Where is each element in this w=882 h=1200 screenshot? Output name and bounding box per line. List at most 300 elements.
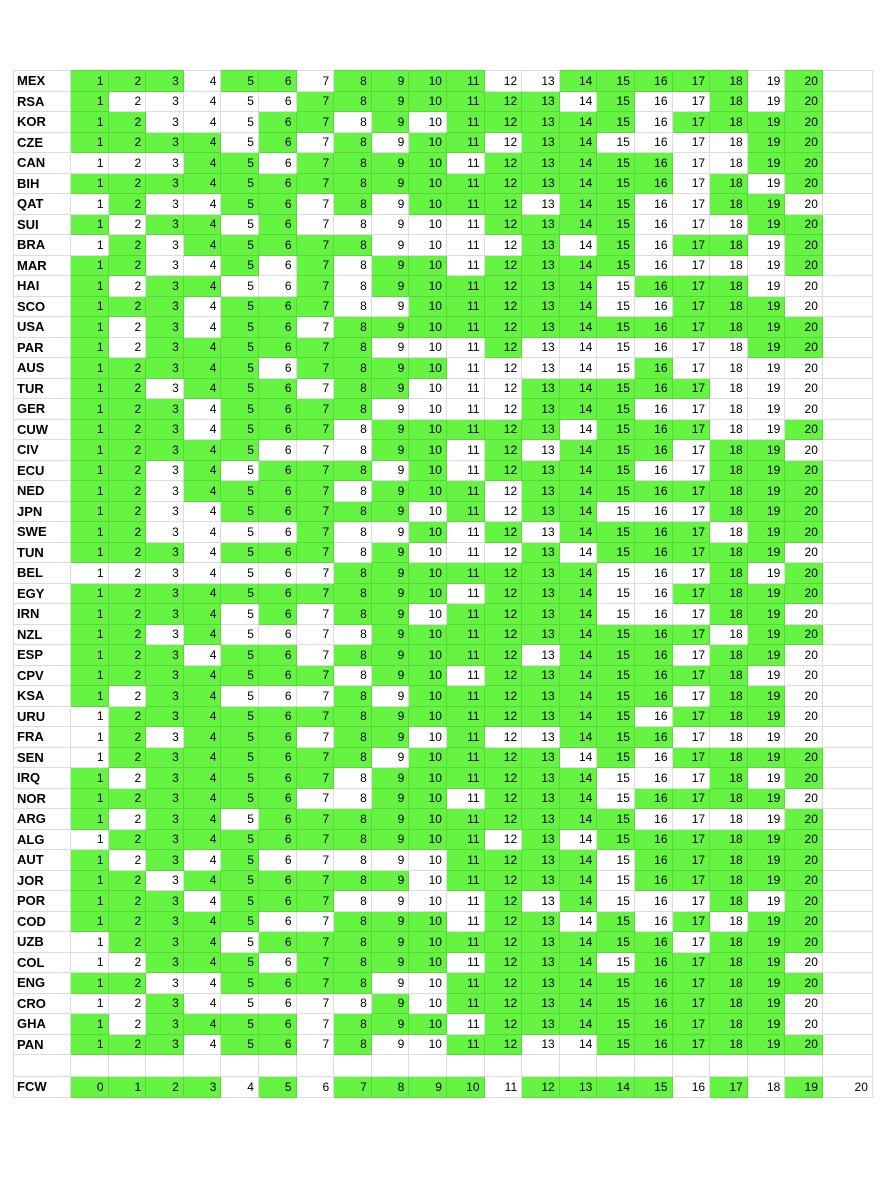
- number-cell: 20: [785, 358, 823, 379]
- number-cell: 8: [334, 665, 372, 686]
- number-cell: 3: [146, 583, 184, 604]
- number-cell: 5: [221, 870, 259, 891]
- number-cell: 14: [559, 706, 597, 727]
- number-cell: 4: [183, 440, 221, 461]
- number-cell: 3: [146, 870, 184, 891]
- number-cell: 18: [710, 235, 748, 256]
- number-cell: 11: [446, 214, 484, 235]
- team-code: PAR: [14, 337, 71, 358]
- number-cell: 19: [747, 624, 785, 645]
- number-cell: 5: [221, 768, 259, 789]
- number-cell: 13: [522, 419, 560, 440]
- number-cell: 3: [146, 829, 184, 850]
- number-cell: 3: [146, 542, 184, 563]
- number-cell: 16: [634, 276, 672, 297]
- team-code: CAN: [14, 153, 71, 174]
- team-row-qat: [14, 194, 873, 215]
- number-cell: 6: [258, 460, 296, 481]
- number-cell: 12: [484, 850, 522, 871]
- number-cell: 12: [484, 911, 522, 932]
- number-cell: 6: [258, 399, 296, 420]
- number-cell: 15: [597, 686, 635, 707]
- empty-cell: [822, 399, 872, 420]
- number-cell: 7: [296, 686, 334, 707]
- number-cell: 4: [183, 952, 221, 973]
- number-cell: 9: [371, 768, 409, 789]
- number-cell: 8: [334, 378, 372, 399]
- number-cell: 3: [146, 214, 184, 235]
- number-cell: 20: [785, 850, 823, 871]
- number-cell: 3: [146, 686, 184, 707]
- number-cell: 2: [108, 255, 146, 276]
- number-cell: 4: [183, 809, 221, 830]
- number-cell: 5: [221, 276, 259, 297]
- number-cell: 2: [108, 993, 146, 1014]
- number-cell: 2: [108, 112, 146, 133]
- number-cell: 10: [409, 891, 447, 912]
- number-cell: 1: [71, 173, 109, 194]
- team-row-nor: [14, 788, 873, 809]
- number-cell: 20: [785, 440, 823, 461]
- number-cell: 13: [522, 747, 560, 768]
- number-cell: 10: [409, 235, 447, 256]
- number-cell: 4: [183, 255, 221, 276]
- number-cell: 8: [334, 870, 372, 891]
- number-cell: 14: [559, 112, 597, 133]
- number-cell: 4: [183, 173, 221, 194]
- number-cell: 11: [446, 235, 484, 256]
- number-cell: 14: [559, 522, 597, 543]
- number-cell: 4: [183, 706, 221, 727]
- number-cell: 9: [371, 440, 409, 461]
- team-row-gha: [14, 1014, 873, 1035]
- number-cell: 7: [296, 132, 334, 153]
- number-cell: 4: [183, 747, 221, 768]
- number-cell: 4: [183, 358, 221, 379]
- number-cell: 7: [296, 399, 334, 420]
- number-cell: 20: [785, 665, 823, 686]
- number-cell: 6: [258, 706, 296, 727]
- number-cell: 18: [710, 563, 748, 584]
- number-cell: 17: [672, 481, 710, 502]
- number-cell: 11: [446, 132, 484, 153]
- number-cell: 3: [146, 768, 184, 789]
- number-cell: 4: [183, 891, 221, 912]
- number-cell: 20: [785, 481, 823, 502]
- empty-cell: [822, 194, 872, 215]
- number-cell: 8: [334, 624, 372, 645]
- team-code: CIV: [14, 440, 71, 461]
- number-cell: 4: [183, 460, 221, 481]
- number-cell: 5: [221, 850, 259, 871]
- number-cell: 12: [484, 829, 522, 850]
- number-cell: 17: [672, 522, 710, 543]
- number-cell: 20: [785, 952, 823, 973]
- number-cell: 17: [672, 460, 710, 481]
- team-code: GER: [14, 399, 71, 420]
- empty-cell: [822, 911, 872, 932]
- number-cell: 14: [559, 173, 597, 194]
- team-code: NOR: [14, 788, 71, 809]
- fcw-row: [14, 1077, 873, 1098]
- number-cell: 8: [334, 399, 372, 420]
- number-cell: 5: [221, 296, 259, 317]
- number-cell: 12: [484, 973, 522, 994]
- number-cell: 2: [108, 214, 146, 235]
- number-cell: 18: [710, 194, 748, 215]
- number-cell: 19: [747, 194, 785, 215]
- number-cell: 4: [183, 973, 221, 994]
- number-cell: 19: [747, 481, 785, 502]
- number-cell: 1: [71, 235, 109, 256]
- number-cell: 7: [296, 973, 334, 994]
- number-cell: 9: [371, 1014, 409, 1035]
- number-cell: 14: [559, 850, 597, 871]
- number-cell: 7: [296, 153, 334, 174]
- number-cell: 4: [183, 850, 221, 871]
- empty-cell: [822, 1034, 872, 1055]
- team-row-pan: [14, 1034, 873, 1055]
- empty-cell: [822, 952, 872, 973]
- number-cell: 17: [672, 768, 710, 789]
- team-code: MEX: [14, 71, 71, 92]
- number-cell: 13: [522, 71, 560, 92]
- number-cell: 19: [747, 583, 785, 604]
- number-cell: 15: [597, 91, 635, 112]
- number-cell: 11: [446, 276, 484, 297]
- number-cell: 10: [409, 153, 447, 174]
- number-cell: 11: [446, 850, 484, 871]
- number-cell: 5: [221, 399, 259, 420]
- number-cell: 4: [183, 686, 221, 707]
- number-cell: 16: [634, 419, 672, 440]
- number-cell: 13: [522, 542, 560, 563]
- number-cell: 5: [221, 1014, 259, 1035]
- number-cell: 10: [409, 624, 447, 645]
- number-cell: 7: [296, 645, 334, 666]
- number-cell: 1: [108, 1077, 146, 1098]
- number-cell: 11: [446, 911, 484, 932]
- number-cell: 19: [747, 788, 785, 809]
- number-cell: 10: [409, 173, 447, 194]
- number-cell: 11: [446, 153, 484, 174]
- number-cell: 7: [296, 706, 334, 727]
- number-cell: 1: [71, 276, 109, 297]
- number-cell: 5: [221, 727, 259, 748]
- number-cell: 14: [559, 624, 597, 645]
- number-cell: 5: [221, 788, 259, 809]
- number-cell: 12: [484, 563, 522, 584]
- number-cell: 18: [710, 91, 748, 112]
- number-cell: 14: [559, 399, 597, 420]
- number-cell: 7: [296, 317, 334, 338]
- number-cell: 11: [446, 399, 484, 420]
- empty-cell: [822, 686, 872, 707]
- number-cell: 18: [710, 71, 748, 92]
- number-cell: 8: [334, 501, 372, 522]
- number-cell: 1: [71, 665, 109, 686]
- number-cell: 7: [296, 583, 334, 604]
- number-cell: 15: [597, 440, 635, 461]
- number-cell: 5: [221, 809, 259, 830]
- number-cell: 4: [183, 501, 221, 522]
- number-cell: 14: [559, 235, 597, 256]
- number-cell: 6: [258, 419, 296, 440]
- number-cell: 1: [71, 460, 109, 481]
- number-cell: 11: [446, 829, 484, 850]
- team-code: SEN: [14, 747, 71, 768]
- number-cell: 11: [446, 1034, 484, 1055]
- number-cell: 1: [71, 542, 109, 563]
- number-cell: 14: [559, 337, 597, 358]
- number-cell: 2: [108, 71, 146, 92]
- number-cell: 1: [71, 768, 109, 789]
- team-code: CRO: [14, 993, 71, 1014]
- number-cell: 19: [747, 71, 785, 92]
- number-cell: 9: [371, 747, 409, 768]
- number-cell: 6: [258, 173, 296, 194]
- number-cell: 6: [258, 501, 296, 522]
- number-cell: 20: [785, 542, 823, 563]
- number-cell: 20: [785, 645, 823, 666]
- number-cell: 20: [785, 768, 823, 789]
- number-cell: 9: [371, 358, 409, 379]
- number-cell: 0: [71, 1077, 109, 1098]
- number-cell: 8: [334, 829, 372, 850]
- number-cell: 18: [710, 891, 748, 912]
- number-cell: 5: [221, 891, 259, 912]
- number-cell: 12: [484, 932, 522, 953]
- number-cell: 16: [634, 399, 672, 420]
- number-cell: 11: [446, 624, 484, 645]
- number-cell: 7: [296, 481, 334, 502]
- number-cell: 15: [634, 1077, 672, 1098]
- number-cell: 12: [484, 522, 522, 543]
- number-cell: 4: [183, 214, 221, 235]
- number-cell: 5: [221, 71, 259, 92]
- number-cell: 4: [183, 993, 221, 1014]
- number-cell: 13: [522, 850, 560, 871]
- number-cell: 17: [672, 419, 710, 440]
- number-cell: 18: [710, 645, 748, 666]
- number-cell: 1: [71, 153, 109, 174]
- number-cell: 3: [146, 645, 184, 666]
- number-cell: 5: [221, 1034, 259, 1055]
- number-cell: 6: [258, 645, 296, 666]
- number-cell: 7: [296, 235, 334, 256]
- number-cell: 13: [522, 276, 560, 297]
- number-cell: 2: [108, 173, 146, 194]
- number-cell: 13: [522, 173, 560, 194]
- number-cell: 6: [258, 255, 296, 276]
- number-cell: 16: [634, 296, 672, 317]
- number-cell: 15: [597, 829, 635, 850]
- number-cell: 8: [334, 440, 372, 461]
- number-cell: 20: [785, 419, 823, 440]
- number-cell: 2: [108, 891, 146, 912]
- number-cell: 7: [296, 296, 334, 317]
- number-cell: 14: [559, 829, 597, 850]
- number-cell: 17: [672, 235, 710, 256]
- number-cell: 10: [409, 706, 447, 727]
- number-cell: 3: [146, 624, 184, 645]
- team-code: JOR: [14, 870, 71, 891]
- number-cell: 18: [710, 911, 748, 932]
- number-cell: 1: [71, 809, 109, 830]
- number-cell: 13: [522, 235, 560, 256]
- number-cell: 3: [146, 706, 184, 727]
- number-cell: 2: [108, 317, 146, 338]
- number-cell: 18: [710, 358, 748, 379]
- number-cell: 1: [71, 399, 109, 420]
- number-cell: 10: [409, 378, 447, 399]
- number-cell: 7: [296, 932, 334, 953]
- empty-cell: [822, 624, 872, 645]
- number-cell: 15: [597, 809, 635, 830]
- number-cell: 16: [634, 686, 672, 707]
- number-cell: 2: [108, 337, 146, 358]
- number-cell: 20: [785, 624, 823, 645]
- number-cell: 14: [559, 460, 597, 481]
- number-cell: 11: [446, 788, 484, 809]
- number-cell: 2: [108, 604, 146, 625]
- number-cell: 9: [371, 952, 409, 973]
- number-cell: 19: [747, 296, 785, 317]
- number-cell: 6: [258, 358, 296, 379]
- number-cell: 14: [559, 891, 597, 912]
- number-cell: 19: [747, 440, 785, 461]
- number-cell: 8: [334, 522, 372, 543]
- number-cell: 7: [296, 112, 334, 133]
- number-cell: 18: [710, 112, 748, 133]
- number-cell: 1: [71, 604, 109, 625]
- team-code: JPN: [14, 501, 71, 522]
- number-cell: 4: [183, 1014, 221, 1035]
- number-cell: 3: [146, 440, 184, 461]
- number-cell: 14: [559, 993, 597, 1014]
- number-cell: 7: [296, 501, 334, 522]
- number-cell: 18: [710, 665, 748, 686]
- number-cell: 7: [296, 71, 334, 92]
- number-cell: 9: [371, 1034, 409, 1055]
- number-cell: 18: [710, 214, 748, 235]
- number-cell: 3: [146, 809, 184, 830]
- number-cell: 6: [258, 71, 296, 92]
- number-cell: 2: [108, 645, 146, 666]
- number-cell: 8: [334, 112, 372, 133]
- number-cell: 19: [747, 153, 785, 174]
- empty-cell: [14, 1055, 71, 1077]
- number-cell: 14: [559, 1034, 597, 1055]
- number-cell: 10: [409, 727, 447, 748]
- number-cell: 17: [672, 686, 710, 707]
- number-cell: 18: [710, 460, 748, 481]
- number-cell: 2: [108, 153, 146, 174]
- empty-cell: [822, 829, 872, 850]
- number-cell: 13: [522, 768, 560, 789]
- number-cell: 15: [597, 276, 635, 297]
- number-cell: 11: [446, 563, 484, 584]
- team-row-esp: [14, 645, 873, 666]
- number-cell: 10: [409, 542, 447, 563]
- number-cell: 3: [146, 911, 184, 932]
- number-cell: 2: [108, 768, 146, 789]
- team-code: ALG: [14, 829, 71, 850]
- number-cell: 15: [597, 727, 635, 748]
- team-code: ENG: [14, 973, 71, 994]
- number-cell: 19: [747, 747, 785, 768]
- team-code: QAT: [14, 194, 71, 215]
- number-cell: 8: [334, 214, 372, 235]
- number-cell: 18: [710, 317, 748, 338]
- number-cell: 5: [258, 1077, 296, 1098]
- number-cell: 8: [334, 71, 372, 92]
- number-cell: 13: [522, 214, 560, 235]
- number-cell: 16: [634, 255, 672, 276]
- number-cell: 15: [597, 501, 635, 522]
- number-cell: 17: [672, 440, 710, 461]
- number-cell: 19: [747, 829, 785, 850]
- number-cell: 10: [409, 665, 447, 686]
- number-cell: 13: [522, 440, 560, 461]
- number-cell: 2: [108, 583, 146, 604]
- number-cell: 19: [747, 317, 785, 338]
- number-cell: 20: [785, 460, 823, 481]
- number-cell: 12: [484, 665, 522, 686]
- team-code: TUR: [14, 378, 71, 399]
- number-cell: 18: [710, 973, 748, 994]
- number-cell: 1: [71, 891, 109, 912]
- number-cell: 11: [446, 993, 484, 1014]
- number-cell: 5: [221, 235, 259, 256]
- number-cell: 16: [634, 235, 672, 256]
- number-cell: 5: [221, 112, 259, 133]
- number-cell: 15: [597, 645, 635, 666]
- number-cell: 6: [258, 91, 296, 112]
- number-cell: 4: [183, 522, 221, 543]
- number-cell: 6: [258, 276, 296, 297]
- number-cell: 10: [409, 932, 447, 953]
- number-cell: 16: [634, 153, 672, 174]
- number-cell: 12: [484, 235, 522, 256]
- number-cell: 6: [258, 1014, 296, 1035]
- number-cell: 9: [371, 522, 409, 543]
- number-cell: 19: [747, 645, 785, 666]
- number-cell: 10: [409, 255, 447, 276]
- team-row-cro: [14, 993, 873, 1014]
- number-cell: 4: [183, 112, 221, 133]
- number-cell: 10: [409, 317, 447, 338]
- number-cell: 8: [334, 481, 372, 502]
- number-cell: 3: [146, 1034, 184, 1055]
- number-cell: 6: [258, 235, 296, 256]
- number-cell: 14: [559, 214, 597, 235]
- number-cell: 20: [785, 214, 823, 235]
- number-cell: 10: [409, 973, 447, 994]
- number-cell: 9: [371, 829, 409, 850]
- number-cell: 12: [484, 706, 522, 727]
- number-cell: 1: [71, 296, 109, 317]
- number-cell: 19: [747, 255, 785, 276]
- number-cell: 3: [146, 71, 184, 92]
- number-cell: 2: [108, 911, 146, 932]
- number-cell: 12: [484, 542, 522, 563]
- number-cell: 14: [559, 255, 597, 276]
- number-cell: 1: [71, 358, 109, 379]
- team-code: KSA: [14, 686, 71, 707]
- spacer-row: [14, 1055, 873, 1077]
- number-cell: 1: [71, 993, 109, 1014]
